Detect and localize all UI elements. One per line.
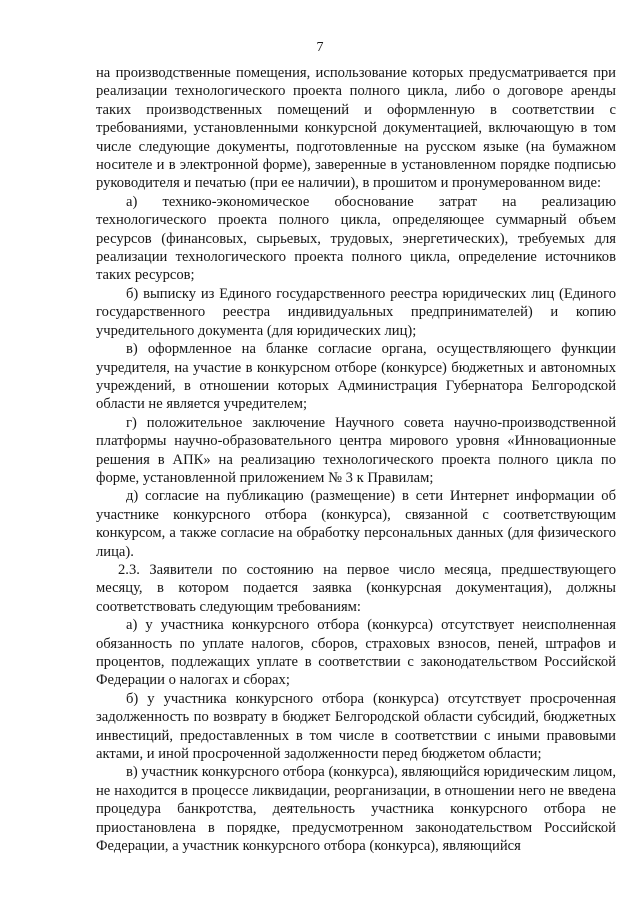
page-number: 7 (316, 40, 324, 55)
paragraph-requirement-a: а) у участника конкурсного отбора (конкурса) отсутствует неисполненная обязанность по уплате налогов, сборов, страховых взносов, пеней, штрафов и процентов, подлежащих уплате в соответствии с законодательством Российской Федерации о налогах и сборах; (96, 617, 616, 689)
paragraph-continuation: на производственные помещения, использование которых предусматривается при реализации технологического проекта полного цикла, либо о договоре аренды таких производственных помещений и оформленную в соответствии с требованиями, установленными конкурсной документацией, включающую в том числе следующие документы, подготовленные на русском языке (на бумажном носителе и в электронной форме), заверенные в установленном порядке подписью руководителя и печатью (при ее наличии), в прошитом и пронумерованном виде: (96, 65, 616, 192)
paragraph-item-g: г) положительное заключение Научного совета научно-производственной платформы научно-образовательного центра мирового уровня «Инновационные решения в АПК» на реализацию технологического проекта полного цикла по форме, установленной приложением № 3 к Правилам; (96, 414, 616, 486)
document-body (96, 64, 616, 855)
paragraph-item-a: а) технико-экономическое обоснование затрат на реализацию технологического проекта полного цикла, определяющее суммарный объем ресурсов (финансовых, сырьевых, трудовых, энергетических), требуемых для реализации технологического проекта полного цикла, определение источников таких ресурсов; (96, 193, 616, 284)
paragraph-requirement-b: б) у участника конкурсного отбора (конкурса) отсутствует просроченная задолженность по возврату в бюджет Белгородской области субсидий, бюджетных инвестиций, предоставленных в том числе в соответствии с иными правовыми актами, и иной просроченной задолженности перед бюджетом области; (96, 690, 616, 763)
paragraph-requirement-v: в) участник конкурсного отбора (конкурса), являющийся юридическим лицом, не находится в процессе ликвидации, реорганизации, в отношении него не введена процедура банкротства, деятельность участника конкурсного отбора не приостановлена в порядке, предусмотренном законодательством Российской Федерации, а участник конкурсного отбора (конкурса), являющийся (96, 764, 617, 855)
paragraph-item-v: в) оформленное на бланке согласие органа, осуществляющего функции учредителя, на участие в конкурсном отборе (конкурсе) бюджетных и автономных учреждений, в отношении которых Администрация Губернатора Белгородской области не является учредителем; (96, 341, 616, 413)
paragraph-section-2-3: 2.3. Заявители по состоянию на первое число месяца, предшествующего месяцу, в котором подается заявка (конкурсная документация), должны соответствовать следующим требованиям: (96, 561, 616, 615)
paragraph-item-d: д) согласие на публикацию (размещение) в сети Интернет информации об участнике конкурсного отбора (конкурса), связанной с соответствующим конкурсом, а также согласие на обработку персональных данных (для физического лица). (96, 488, 616, 560)
paragraph-item-b: б) выписку из Единого государственного реестра юридических лиц (Единого государственного реестра индивидуальных предпринимателей) и копию учредительного документа (для юридических лиц); (96, 285, 616, 339)
